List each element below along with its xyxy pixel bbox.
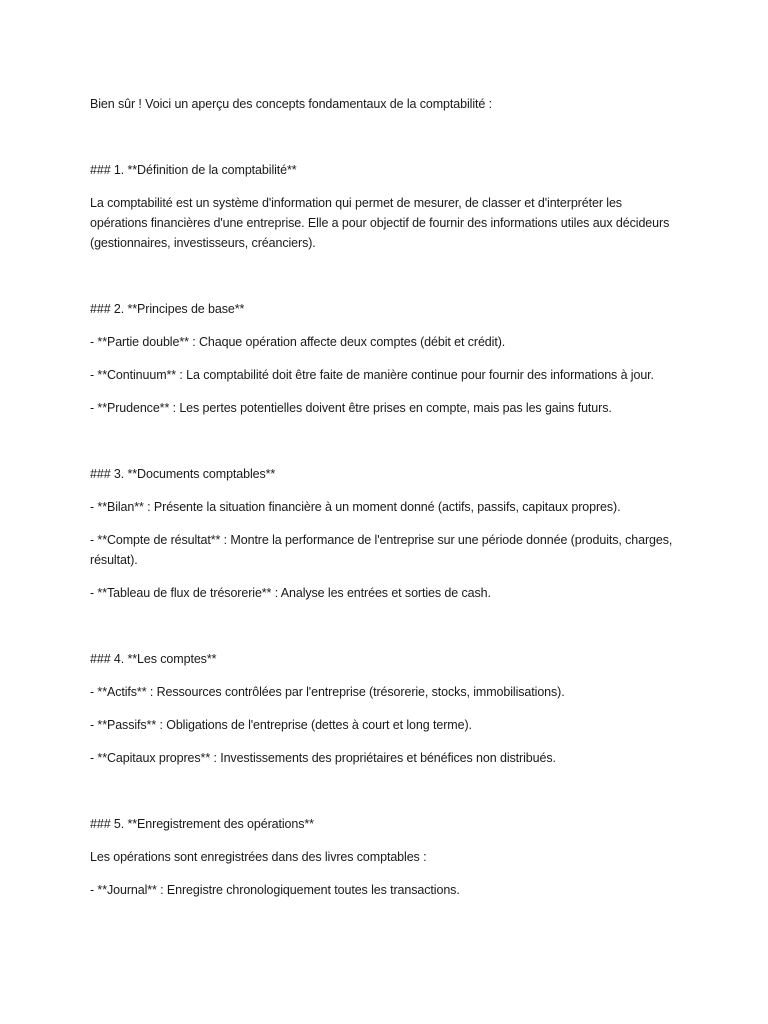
section-1-paragraph: La comptabilité est un système d'information qui permet de mesurer, de classer et d'interpréter les opérations financières d'une entreprise. Elle a pour objectif de fournir des informations utiles aux décideurs (gestionnaires, investisseurs, créanciers). (90, 196, 670, 250)
section-4-heading: ### 4. **Les comptes** (90, 652, 217, 666)
section-2-heading: ### 2. **Principes de base** (90, 302, 245, 316)
list-item: - **Journal** : Enregistre chronologiquement toutes les transactions. (90, 883, 460, 897)
document-body (90, 94, 678, 913)
list-item: - **Partie double** : Chaque opération affecte deux comptes (débit et crédit). (90, 335, 506, 349)
list-item: - **Capitaux propres** : Investissements des propriétaires et bénéfices non distribués. (90, 751, 556, 765)
section-1-heading: ### 1. **Définition de la comptabilité** (90, 163, 297, 177)
list-item: - **Compte de résultat** : Montre la performance de l'entreprise sur une période donnée (produits, charges, résultat). (90, 533, 673, 567)
list-item: - **Bilan** : Présente la situation financière à un moment donné (actifs, passifs, capitaux propres). (90, 500, 621, 514)
list-item: - **Continuum** : La comptabilité doit être faite de manière continue pour fournir des informations à jour. (90, 368, 654, 382)
list-item: - **Passifs** : Obligations de l'entreprise (dettes à court et long terme). (90, 718, 472, 732)
section-3-heading: ### 3. **Documents comptables** (90, 467, 276, 481)
intro-paragraph: Bien sûr ! Voici un aperçu des concepts fondamentaux de la comptabilité : (90, 97, 492, 111)
section-5-paragraph: Les opérations sont enregistrées dans des livres comptables : (90, 850, 427, 864)
list-item: - **Actifs** : Ressources contrôlées par l'entreprise (trésorerie, stocks, immobilisations). (90, 685, 565, 699)
list-item: - **Tableau de flux de trésorerie** : Analyse les entrées et sorties de cash. (90, 586, 491, 600)
section-5-heading: ### 5. **Enregistrement des opérations** (90, 817, 314, 831)
list-item: - **Prudence** : Les pertes potentielles doivent être prises en compte, mais pas les gains futurs. (90, 401, 612, 415)
